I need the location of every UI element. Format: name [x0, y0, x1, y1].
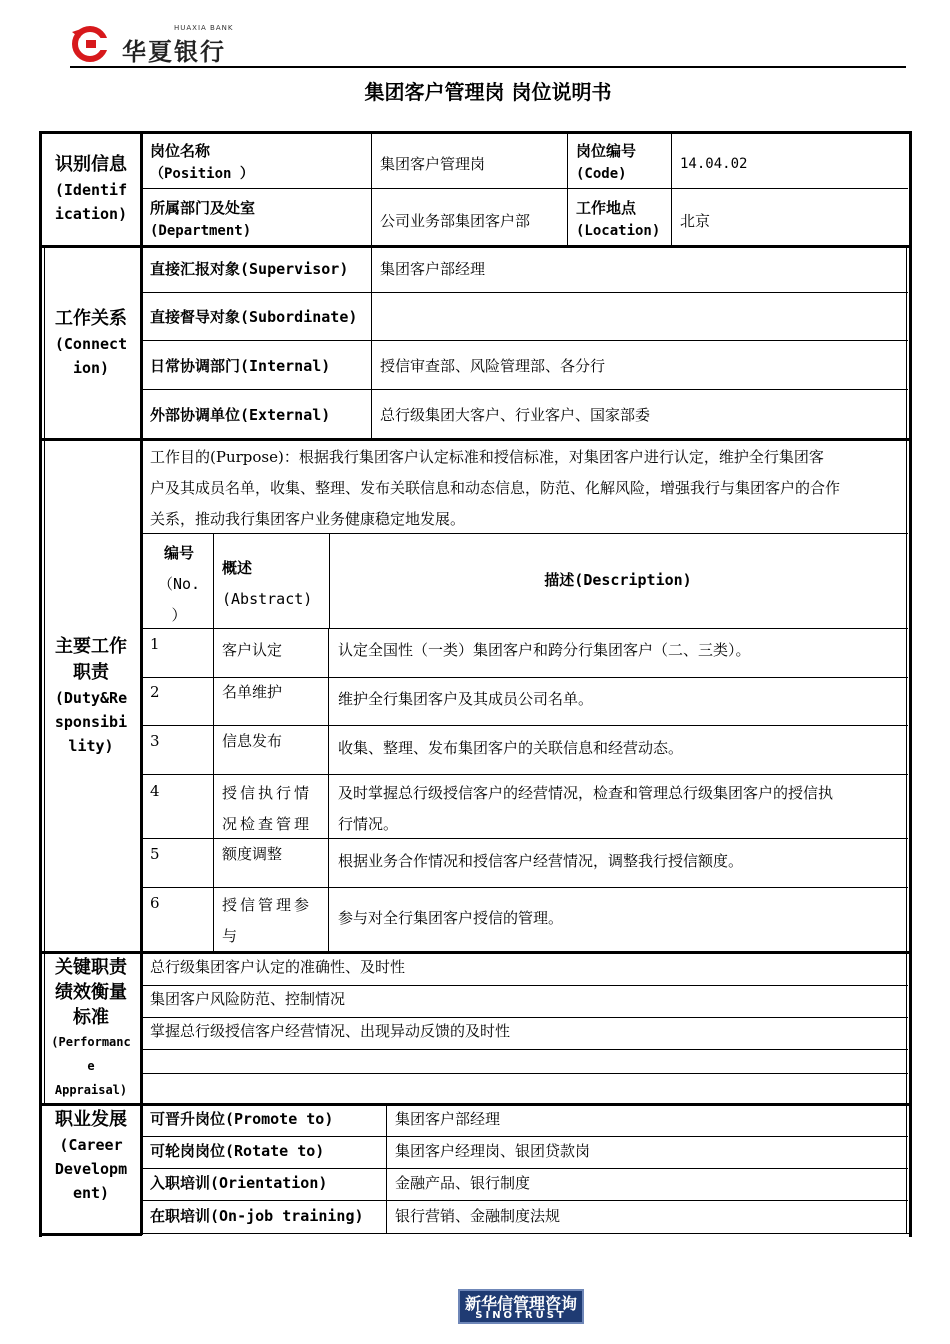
- duty-col-abstract: 概述 (Abstract): [222, 559, 313, 608]
- position-label: 岗位名称 （Position ）: [150, 142, 254, 182]
- department-label: 所属部门及处室 (Department): [150, 199, 256, 239]
- relation-label-external: 外部协调单位(External): [150, 406, 331, 424]
- kpi-item: 掌握总行级授信客户经营情况、出现异动反馈的及时性: [150, 1022, 511, 1040]
- sinotrust-name-cn: 新华信管理咨询: [464, 1294, 577, 1313]
- sinotrust-logo: [458, 1289, 584, 1324]
- huaxia-logo-icon: [70, 24, 110, 64]
- main-table: [39, 131, 912, 1237]
- header-rule: [70, 66, 906, 68]
- relation-label-subordinate: 直接督导对象(Subordinate): [150, 308, 358, 326]
- career-value-orientation: 金融产品、银行制度: [395, 1174, 531, 1192]
- bank-name-en: HUAXIA BANK: [174, 24, 234, 32]
- career-label-orientation: 入职培训(Orientation): [150, 1174, 328, 1192]
- bank-name-cn: 华夏银行: [122, 38, 226, 66]
- section-kpi: 关键职责 绩效衡量 标准 (Performanc e Appraisal): [51, 957, 131, 1097]
- career-value-rotate: 集团客户经理岗、银团贷款岗: [395, 1142, 591, 1160]
- page-title: 集团客户管理岗 岗位说明书: [364, 80, 612, 104]
- sinotrust-name-en: SINOTRUST: [475, 1310, 567, 1321]
- duty-col-description: 描述(Description): [544, 571, 692, 589]
- career-label-promote: 可晋升岗位(Promote to): [150, 1110, 334, 1128]
- location-label: 工作地点 (Location): [576, 199, 661, 239]
- duty-col-no: 编号 （No. ）: [157, 544, 201, 624]
- department-value: 公司业务部集团客户部: [380, 212, 531, 230]
- career-value-promote: 集团客户部经理: [395, 1110, 501, 1128]
- kpi-item: 总行级集团客户认定的准确性、及时性: [150, 958, 406, 976]
- section-identification: 识别信息 (Identif ication): [54, 154, 128, 223]
- position-value: 集团客户管理岗: [380, 155, 486, 173]
- bank-logo: [70, 24, 235, 64]
- relation-value-internal: 授信审查部、风险管理部、各分行: [380, 357, 606, 375]
- code-label: 岗位编号 (Code): [576, 142, 637, 182]
- relation-value-supervisor: 集团客户部经理: [380, 260, 486, 278]
- purpose-text: 工作目的(Purpose)：根据我行集团客户认定标准和授信标准，对集团客户进行认定，维护全行集团客 户及其成员名单，收集、整理、发布关联信息和动态信息，防范、化解风险，增强我行与集团客户的合作 关系，推动我行集团客户业务健康稳定地发展。: [150, 448, 841, 528]
- location-value: 北京: [680, 212, 711, 230]
- section-duties: 主要工作 职责 (Duty&Re sponsibi lity): [54, 636, 128, 755]
- section-career: 职业发展 (Career Developm ent): [54, 1109, 128, 1202]
- relation-label-supervisor: 直接汇报对象(Supervisor): [150, 260, 349, 278]
- career-label-onjob: 在职培训(On-job training): [150, 1207, 364, 1225]
- career-value-onjob: 银行营销、金融制度法规: [395, 1207, 561, 1225]
- career-label-rotate: 可轮岗岗位(Rotate to): [150, 1142, 325, 1160]
- kpi-item: 集团客户风险防范、控制情况: [150, 990, 346, 1008]
- relation-label-internal: 日常协调部门(Internal): [150, 357, 331, 375]
- code-value: 14.04.02: [680, 156, 748, 172]
- section-relations: 工作关系 (Connect ion): [54, 308, 128, 377]
- relation-value-external: 总行级集团大客户、行业客户、国家部委: [380, 406, 651, 424]
